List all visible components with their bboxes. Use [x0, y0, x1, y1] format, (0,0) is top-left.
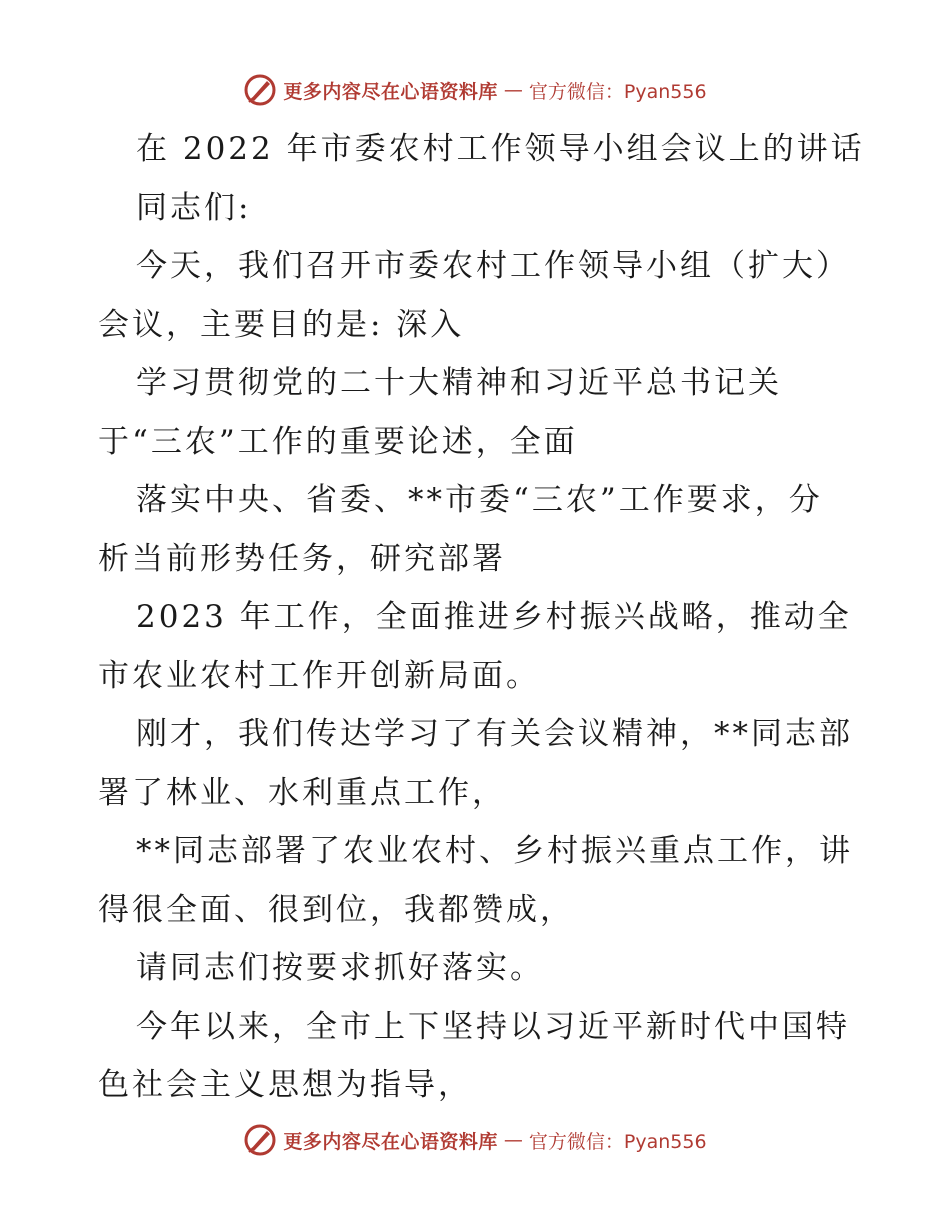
- document-line: **同志部署了农业农村、乡村振兴重点工作，讲: [136, 833, 853, 869]
- document-line: 同志们:: [136, 189, 252, 226]
- document-line: 析当前形势任务，研究部署: [98, 540, 506, 577]
- document-line: 署了林业、水利重点工作，: [98, 774, 506, 811]
- document-line: 在 2022 年市委农村工作领导小组会议上的讲话: [136, 131, 865, 167]
- banner-text: 更多内容尽在心语资料库: [283, 1130, 498, 1153]
- document-line: 今年以来，全市上下坚持以习近平新时代中国特: [136, 1008, 850, 1045]
- document-line: 刚才，我们传达学习了有关会议精神，**同志部: [136, 716, 853, 752]
- footer-banner: [0, 1120, 950, 1160]
- banner-text: 更多内容尽在心语资料库: [283, 80, 498, 103]
- banner-wechat: 官方微信：Pyan556: [528, 1130, 707, 1153]
- document-line: 今天，我们召开市委农村工作领导小组（扩大）: [136, 248, 850, 284]
- header-banner: [0, 70, 950, 110]
- document-line: 会议，主要目的是: 深入: [98, 306, 465, 343]
- document-line: 得很全面、很到位，我都赞成，: [98, 891, 574, 928]
- document-line: 于“三农”工作的重要论述，全面: [98, 423, 578, 460]
- document-line: 学习贯彻党的二十大精神和习近平总书记关: [136, 365, 782, 401]
- document-line: 落实中央、省委、**市委“三农”工作要求，分: [136, 482, 823, 518]
- banner-separator: —: [503, 1129, 523, 1151]
- document-body: [98, 120, 865, 1115]
- banner-separator: —: [503, 79, 523, 101]
- document-line: 市农业农村工作开创新局面。: [98, 657, 540, 694]
- feather-pen-logo-icon: [243, 1123, 277, 1157]
- document-line: 2023 年工作，全面推进乡村振兴战略，推动全: [136, 599, 852, 635]
- document-line: 请同志们按要求抓好落实。: [136, 950, 544, 986]
- feather-pen-logo-icon: [243, 73, 277, 107]
- banner-wechat: 官方微信：Pyan556: [528, 80, 707, 103]
- document-line: 色社会主义思想为指导，: [98, 1067, 472, 1103]
